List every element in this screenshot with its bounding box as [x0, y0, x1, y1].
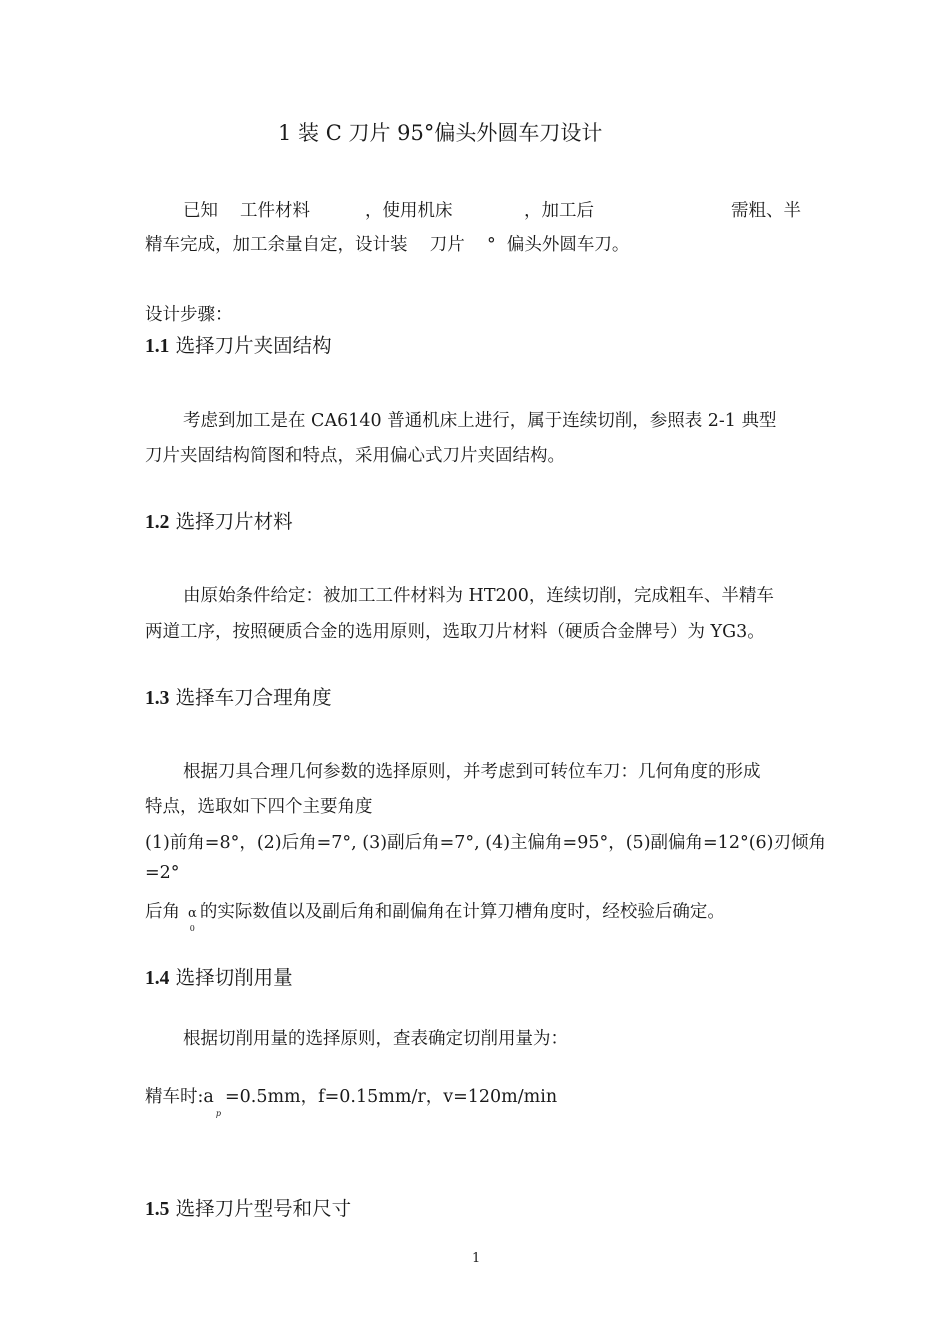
section-number: 1.1	[145, 336, 170, 357]
intro-need: 需粗、半	[731, 201, 801, 221]
paragraph-1-2-line-2: 两道工序，按照硬质合金的选用原则，选取刀片材料（硬质合金牌号）为 YG3。	[145, 622, 765, 642]
alpha-subscript: 0	[189, 924, 195, 933]
note-prefix: 后角	[145, 902, 180, 922]
intro-after: ，加工后	[524, 201, 594, 221]
paragraph-1-1-line-2: 刀片夹固结构简图和特点，采用偏心式刀片夹固结构。	[145, 446, 565, 466]
design-steps-label: 设计步骤：	[145, 305, 233, 325]
section-number: 1.5	[145, 1199, 170, 1220]
section-title: 选择切削用量	[175, 966, 293, 989]
intro-machine: ，使用机床	[365, 201, 453, 221]
section-number: 1.3	[145, 688, 170, 709]
section-heading-1-2	[145, 506, 293, 534]
cutting-parameters	[145, 1083, 558, 1118]
paragraph-1-3-line-1: 根据刀具合理几何参数的选择原则，并考虑到可转位车刀：几何角度的形成	[183, 762, 761, 782]
section-heading-1-3	[145, 682, 332, 710]
paragraph-1-3-line-2: 特点，选取如下四个主要角度	[145, 797, 373, 817]
paragraph-1-1-line-1: 考虑到加工是在 CA6140 普通机床上进行，属于连续切削，参照表 2-1 典型	[183, 411, 777, 431]
section-title: 选择刀片夹固结构	[175, 334, 332, 357]
param-values: =0.5mm，f=0.15mm/r，v=120m/min	[224, 1087, 558, 1107]
note-text: 的实际数值以及副后角和副偏角在计算刀槽角度时，经校验后确定。	[199, 902, 725, 922]
section-number: 1.2	[145, 512, 170, 533]
section-title: 选择刀片材料	[175, 510, 293, 533]
intro-line-2: 精车完成，加工余量自定，设计装 刀片 ° 偏头外圆车刀。	[145, 235, 630, 255]
paragraph-1-3-note	[145, 898, 725, 933]
angle-list-continued: =2°	[145, 863, 180, 883]
section-heading-1-1	[145, 330, 332, 358]
paragraph-1-4-line-1: 根据切削用量的选择原则，查表确定切削用量为：	[183, 1029, 568, 1049]
section-title: 选择车刀合理角度	[175, 686, 332, 709]
page-number: 1	[472, 1251, 481, 1266]
paragraph-1-2-line-1: 由原始条件给定：被加工工件材料为 HT200，连续切削，完成粗车、半精车	[183, 586, 774, 606]
section-heading-1-5	[145, 1193, 351, 1221]
document-title: 1 装 C 刀片 95°偏头外圆车刀设计	[278, 121, 603, 145]
section-heading-1-4	[145, 962, 293, 990]
section-number: 1.4	[145, 968, 170, 989]
alpha-symbol: α	[188, 906, 197, 921]
param-prefix: 精车时:a	[145, 1087, 214, 1107]
angle-list: (1)前角=8°，(2)后角=7°, (3)副后角=7°, (4)主偏角=95°，(5)副偏角=12°(6)刃倾角	[145, 833, 826, 853]
intro-material: 工件材料	[240, 201, 310, 221]
intro-known: 已知	[183, 201, 218, 221]
ap-subscript: p	[215, 1109, 221, 1118]
section-title: 选择刀片型号和尺寸	[175, 1197, 352, 1220]
